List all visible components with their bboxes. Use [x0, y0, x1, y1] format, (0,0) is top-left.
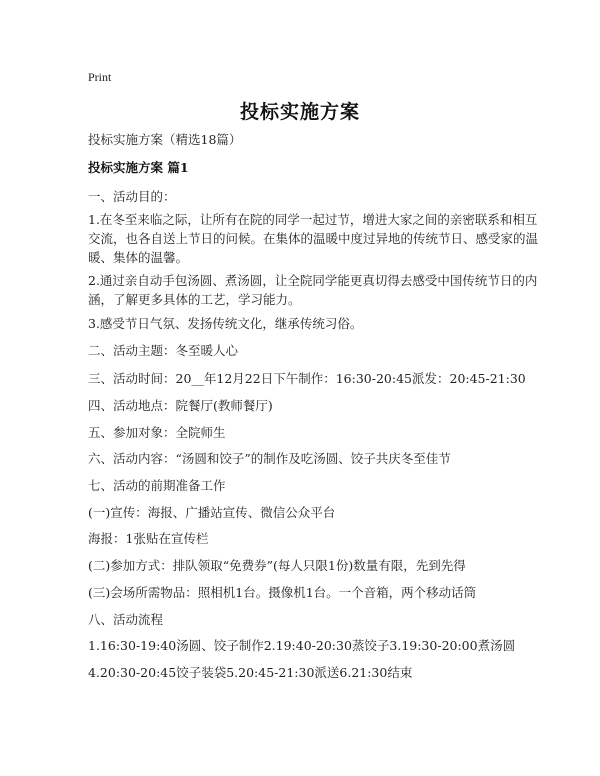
paragraph-line: 4.20:30-20:45饺子装袋5.20:45-21:30派送6.21:30结束	[88, 665, 413, 680]
page-title: 投标实施方案	[239, 101, 360, 123]
paragraph-line: 四、活动地点：院餐厅(教师餐厅)	[88, 398, 273, 413]
subtitle: 投标实施方案（精选18篇）	[88, 132, 242, 147]
paragraph-line: 3.感受节日气氛、发扬传统文化，继承传统习俗。	[88, 316, 363, 331]
section-heading: 投标实施方案 篇1	[88, 160, 189, 175]
paragraph-line: 一、活动目的：	[88, 189, 176, 204]
paragraph-line: 1.16:30-19:40汤圆、饺子制作2.19:40-20:30蒸饺子3.19:30-20:00煮汤圆	[88, 638, 516, 653]
paragraph-line: 六、活动内容：“汤圆和饺子”的制作及吃汤圆、饺子共庆冬至佳节	[88, 451, 451, 466]
paragraph-line: (二)参加方式：排队领取“免费券”(每人只限1份)数量有限，先到先得	[88, 558, 466, 573]
paragraph-line: (一)宣传：海报、广播站宣传、微信公众平台	[88, 505, 336, 520]
paragraph-line: 三、活动时间：20__年12月22日下午制作：16:30-20:45派发：20:45-21:30	[88, 371, 526, 386]
paragraph-line: 1.在冬至来临之际，让所有在院的同学一起过节，增进大家之间的亲密联系和相互	[88, 212, 538, 227]
paragraph-line: 五、参加对象：全院师生	[88, 425, 226, 440]
paragraph-line: (三)会场所需物品：照相机1台。摄像机1台。一个音箱，两个移动话筒	[88, 585, 477, 600]
print-label: Print	[88, 70, 112, 84]
paragraph-line: 海报：1张贴在宣传栏	[88, 531, 209, 546]
paragraph-line: 交流，也各自送上节日的问候。在集体的温暖中度过异地的传统节日、感受家的温	[88, 231, 539, 246]
paragraph-line: 暖、集体的温馨。	[88, 250, 189, 265]
paragraph-line: 二、活动主题：冬至暖人心	[88, 343, 239, 358]
paragraph-line: 涵，了解更多具体的工艺，学习能力。	[88, 292, 301, 307]
paragraph-line: 2.通过亲自动手包汤圆、煮汤圆，让全院同学能更真切得去感受中国传统节日的内	[88, 273, 538, 288]
paragraph-line: 八、活动流程	[88, 612, 164, 627]
paragraph-line: 七、活动的前期准备工作	[88, 478, 226, 493]
